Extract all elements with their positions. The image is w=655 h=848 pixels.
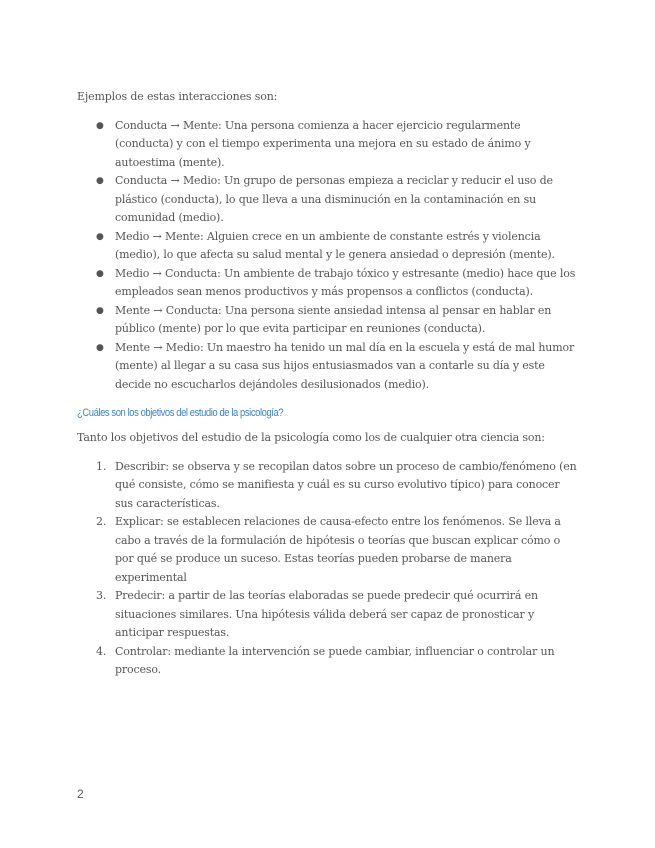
page-number: 2 [77, 787, 84, 801]
objectives-list [77, 458, 577, 680]
bullet-icon: ● [96, 231, 104, 242]
bullet-icon: ● [96, 342, 104, 353]
list-item [77, 643, 577, 680]
list-number: 4. [96, 644, 107, 658]
list-number: 3. [96, 589, 107, 602]
list-item [77, 265, 577, 302]
objectives-intro: Tanto los objetivos del estudio de la psicología como los de cualquier otra ciencia son: [77, 431, 545, 444]
list-item [77, 339, 577, 395]
examples-list [77, 117, 577, 395]
list-item-text: Predecir: a partir de las teorías elaboradas se puede predecir qué ocurrirá en situaciones similares. Una hipótesis válida deberá ser capaz de pronosticar y anticipar respuestas. [115, 589, 538, 639]
bullet-icon: ● [96, 305, 104, 316]
list-number: 2. [96, 515, 107, 528]
list-item [77, 587, 577, 643]
list-item [77, 117, 577, 173]
list-item-text: Conducta → Mente: Una persona comienza a hacer ejercicio regularmente (conducta) y con el tiempo experimenta una mejora en su estado de ánimo y autoestima (mente). [115, 118, 531, 169]
list-item [77, 172, 577, 228]
list-item-text: Mente → Conducta: Una persona siente ansiedad intensa al pensar en hablar en público (mente) por lo que evita participar en reuniones (conducta). [115, 303, 552, 335]
list-item [77, 513, 577, 587]
list-item [77, 458, 577, 514]
page-content [77, 88, 577, 680]
list-number: 1. [96, 459, 107, 473]
list-item-text: Describir: se observa y se recopilan datos sobre un proceso de cambio/fenómeno (en qué consiste, cómo se manifiesta y cuál es su curso evolutivo típico) para conocer sus características. [115, 459, 577, 510]
list-item-text: Medio → Mente: Alguien crece en un ambiente de constante estrés y violencia (medio), lo que afecta su salud mental y le genera ansiedad o depresión (mente). [115, 229, 555, 261]
list-item-text: Controlar: mediante la intervención se puede cambiar, influenciar o controlar un proceso. [115, 644, 555, 676]
bullet-icon: ● [96, 268, 104, 279]
list-item-text: Conducta → Medio: Un grupo de personas empieza a reciclar y reducir el uso de plástico (conducta), lo que lleva a una disminución en la contaminación en su comunidad (medio). [115, 174, 553, 224]
list-item-text: Mente → Medio: Un maestro ha tenido un mal día en la escuela y está de mal humor (mente) al llegar a su casa sus hijos entusiasmados van a contarle su día y este decide no escucharlos dejándoles desilusionados (medio). [115, 340, 575, 391]
examples-intro: Ejemplos de estas interacciones son: [77, 90, 278, 103]
bullet-icon: ● [96, 120, 104, 131]
section-heading: ¿Cuáles son los objetivos del estudio de la psicología? [77, 407, 284, 419]
list-item [77, 302, 577, 339]
bullet-icon: ● [96, 176, 104, 186]
list-item-text: Medio → Conducta: Un ambiente de trabajo tóxico y estresante (medio) hace que los empleados sean menos productivos y más propensos a conflictos (conducta). [115, 266, 576, 298]
list-item-text: Explicar: se establecen relaciones de causa-efecto entre los fenómenos. Se lleva a cabo a través de la formulación de hipótesis o teorías que buscan explicar cómo o por qué se produce un suceso. Estas teorías pueden probarse de manera experimental [115, 515, 561, 584]
list-item [77, 228, 577, 265]
